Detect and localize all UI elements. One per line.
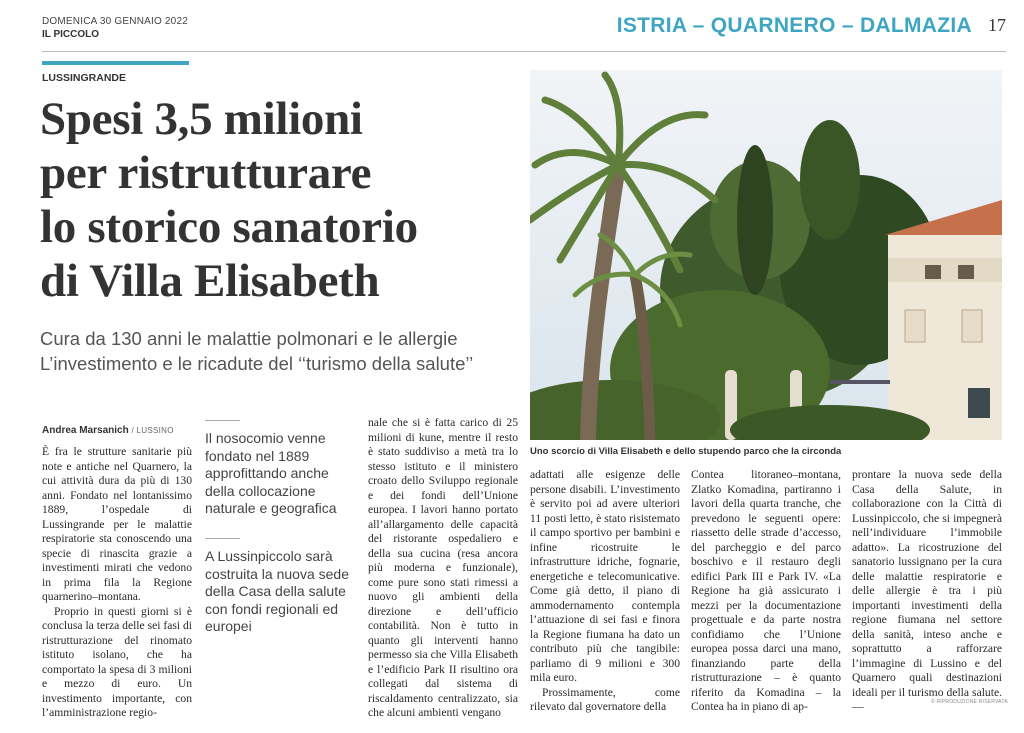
- photo-caption: Uno scorcio di Villa Elisabeth e dello stupendo parco che la circonda: [530, 446, 842, 457]
- newspaper-name: IL PICCOLO: [42, 29, 100, 40]
- article-photo: [530, 70, 1002, 440]
- page-number: 17: [988, 15, 1006, 35]
- paragraph: Prossimamente, come rilevato dal governatore della: [530, 685, 680, 713]
- article-column-1: [42, 445, 192, 721]
- article-column-3: [530, 468, 680, 715]
- subhead-line: Cura da 130 anni le malattie polmonari e le allergie: [40, 328, 458, 349]
- copyright-notice: © RIPRODUZIONE RISERVATA: [931, 699, 1008, 705]
- paragraph: Contea litoraneo–montana, Zlatko Komadina, partiranno i lavori della quarta tranche, che prevedono le seguenti opere: riassetto delle strade d’accesso, del parcheggio e del parco boschivo e il restauro degli edifici Park III e Park IV. «La Regione ha già assicurato i mezzi per la documentazione progettuale e da parte nostra confidiamo che l’Unione europea possa darci una mano, finanziando parte della ristrutturazione – è quanto riferito da Komadina – la Contea ha in piano di ap-: [691, 468, 841, 713]
- paragraph: nale che si è fatta carico di 25 milioni di kune, mentre il resto è stato suddiviso a metà tra lo stesso istituto e il ministero croato dello Sviluppo regionale e dei fondi dell’Unione europea. I lavori hanno portato all’allargamento delle capacità del ristorante ospedaliero e della sua cucina (resa ancora più moderna e funzionale), come pure sono stati rimessi a nuovo gli ambienti della direzione e dell’ufficio contabilità. Non è tutto in quanto gli interventi hanno permesso sia che Villa Elisabeth e l’edificio Park II risultino ora collegati dal sistema di riscaldamento centralizzato, sia che alcuni ambienti vengano: [368, 416, 518, 719]
- headline-line: Spesi 3,5 milioni: [40, 93, 363, 145]
- page-date: DOMENICA 30 GENNAIO 2022: [42, 16, 188, 27]
- article-column-4: [691, 468, 841, 715]
- paragraph: prontare la nuova sede della Casa della Salute, in collaborazione con la Città di Lussinpiccolo, che si impegnerà nell’individuare l’immobile adatto». La ricostruzione del sanatorio lussignano per la cura delle malattie respiratorie e delle allergie è tra i più importanti investimenti della regione fiumana nel settore della sanità, inteso anche e soprattutto a rafforzare l’immagine di Lussino e del Quarnero quali destinazioni ideali per il turismo della salute. —: [852, 468, 1002, 713]
- article-column-2: [368, 416, 518, 721]
- header-divider: [42, 51, 1006, 52]
- byline: [42, 425, 174, 436]
- article-kicker: LUSSINGRANDE: [42, 72, 127, 84]
- villa-park-illustration: [530, 70, 1002, 440]
- kicker-accent-bar: [42, 61, 189, 65]
- pull-quote: Il nosocomio venne fondato nel 1889 approfittando anche della collocazione naturale e geografica: [205, 430, 337, 516]
- byline-location: / LUSSINO: [131, 426, 174, 435]
- article-subheadline: [40, 326, 520, 376]
- article-headline: [40, 92, 520, 308]
- pull-quote-divider: [205, 538, 240, 539]
- byline-author: Andrea Marsanich: [42, 425, 129, 436]
- paragraph: È fra le strutture sanitarie più note e antiche nel Quarnero, la cui attività dura da più di 130 anni. Fondato nel lontanissimo 1889, l’ospedale di Lussingrande per le malattie respiratorie sta conoscendo una specie di rinascita grazie a investimenti mirati che vedono in prima fila la Regione quarnerino–montana.: [42, 445, 192, 603]
- pull-quote-divider: [205, 420, 240, 421]
- subhead-line: L’investimento e le ricadute del ‘‘turismo della salute’’: [40, 353, 474, 374]
- paragraph: Proprio in questi giorni si è conclusa la terza delle sei fasi di ristrutturazione del rinomato istituto isolano, che ha comportato la spesa di 3 milioni e mezzo di euro. Un investimento importante, con l’amministrazione regio-: [42, 604, 193, 719]
- pull-quote: A Lussinpiccolo sarà costruita la nuova sede della Casa della salute con fondi regionali ed europei: [205, 548, 349, 634]
- section-title: ISTRIA – QUARNERO – DALMAZIA: [616, 14, 972, 37]
- paragraph: adattati alle esigenze delle persone disabili. L’investimento è servito poi ad avere ulteriori 11 posti letto, è stato risistemato il campo sportivo per bambini e infine ricostruite le infrastrutture idriche, fognarie, energetiche e telecomunicative. Come già detto, il piano di ammodernamento contempla l’attuazione di sei fasi e finora la Regione fiumana ha dato un contributo più che tangibile: parliamo di 9 milioni e 300 mila euro.: [530, 468, 680, 684]
- article-column-5: [852, 468, 1002, 715]
- headline-line: lo storico sanatorio: [40, 201, 418, 253]
- headline-line: per ristrutturare: [40, 147, 372, 199]
- headline-line: di Villa Elisabeth: [40, 255, 380, 307]
